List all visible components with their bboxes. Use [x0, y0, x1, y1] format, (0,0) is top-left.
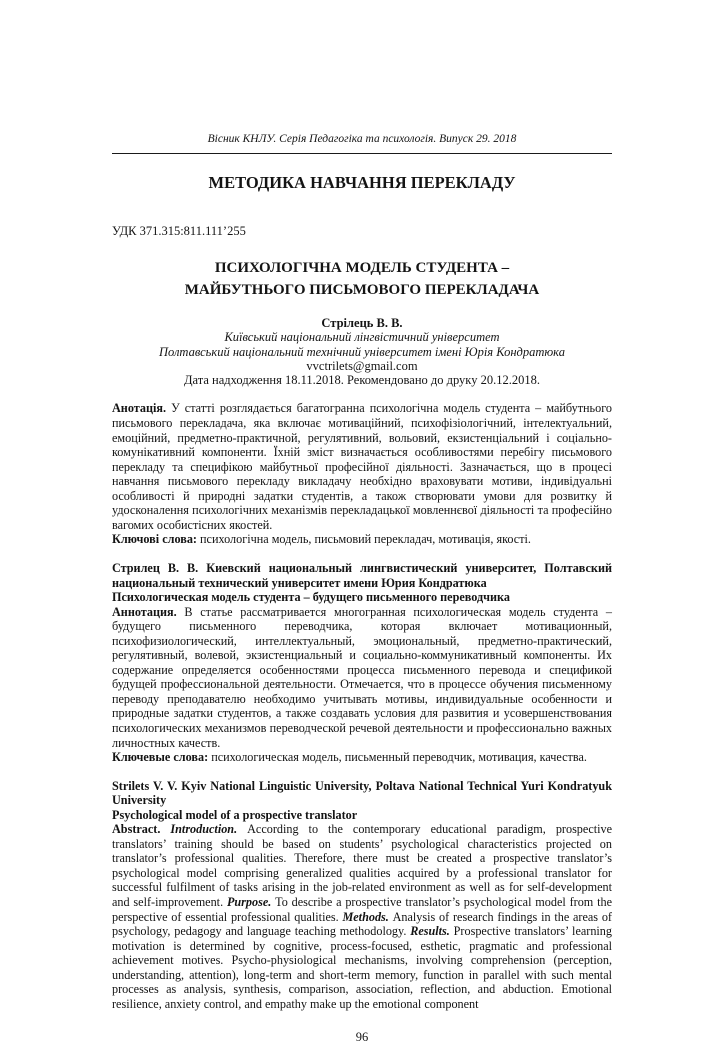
submission-dates: Дата надходження 18.11.2018. Рекомендовано до друку 20.12.2018. — [184, 373, 540, 388]
keywords-ua-label: Ключові слова: — [112, 532, 197, 547]
affiliation-1: Київський національний лінгвістичний університет — [224, 330, 500, 345]
abstract-ru-title: Психологическая модель студента – будущего письменного переводчика — [112, 590, 510, 605]
abstract-ru-label: Аннотация. — [112, 604, 177, 619]
abstract-en-authors: Strilets V. V. Kyiv National Linguistic University, Poltava National Technical Yuri Kondratyuk University — [112, 778, 612, 808]
abstract-english — [112, 779, 612, 1012]
page-content — [112, 0, 612, 1045]
article-title — [112, 257, 612, 301]
author-name: Стрілець В. В. — [321, 316, 403, 330]
abstract-ru-authors: Стрилец В. В. Киевский национальный лингвистический университет, Полтавский национальный технический университет имени Юрия Кондратюка — [112, 560, 612, 590]
keywords-ru-text: психологическая модель, письменный переводчик, мотивация, качества. — [208, 750, 587, 765]
keywords-ru-label: Ключевые слова: — [112, 750, 209, 765]
section-title: МЕТОДИКА НАВЧАННЯ ПЕРЕКЛАДУ — [208, 173, 516, 192]
author-email: vvctrilets@gmail.com — [306, 358, 418, 373]
abstract-russian — [112, 561, 612, 765]
affiliation-2: Полтавський національний технічний університет імені Юрія Кондратюка — [159, 344, 565, 359]
article-title-line1: ПСИХОЛОГІЧНА МОДЕЛЬ СТУДЕНТА – — [214, 260, 510, 276]
article-title-line2: МАЙБУТНЬОГО ПИСЬМОВОГО ПЕРЕКЛАДАЧА — [184, 282, 540, 298]
abstract-en-body: Abstract. Introduction. According to the contemporary educational paradigm, prospective translators’ training should be based on students’ psychological characteristics projected on translator’s professional qualities. Therefore, there must be created a prospective translator’s psychological model comprising generalized qualities acquired by a professional translator for successful fulfilment of tasks arising in the job-related environment as well as for self-development and self-improvement. Purpose. To describe a prospective translator’s psychological model from the perspective of essential professional qualities. Methods. Analysis of research findings in the areas of psychology, pedagogy and language teaching methodology. Results. Prospective translators’ learning motivation is determined by cognitive, process-focused, esthetic, pragmatic and professional achievement motives. Psycho-physiological mechanisms, involving comprehension (perception, understanding, attention), long-term and short-term memory, function in parallel with such mental processes as analysis, synthesis, comparison, association, reflection, and abduction. Emotional resilience, anxiety control, and empathy make up the emotional component — [112, 822, 612, 1011]
abstract-ru-text: В статье рассматривается многогранная психологическая модель студента – будущего письменного переводчика, которая включает мотивационный, психофизиологический, интеллектуальный, эмоциональный, предметно-практический, регулятивный, волевой, экзистенциальный и социально-коммуникативный компоненты. Их содержание определяется особенностями процесса письменного перевода и спецификой будущей профессиональной деятельности. Отмечается, что в процессе обучения письменному переводу преподавателю необходимо учитывать мотивы, индивидуальные особенности и природные задатки студентов, а также создавать условия для развития и усовершенствования психологических механизмов переводческой речевой деятельности и профессионально важных личностных качеств. — [112, 604, 612, 750]
running-header: Вісник КНЛУ. Серія Педагогіка та психологія. Випуск 29. 2018 — [207, 133, 517, 145]
keywords-ua-text: психологічна модель, письмовий перекладач, мотивація, якості. — [196, 532, 531, 547]
udc-number: УДК 371.315:811.111’255 — [112, 224, 246, 238]
abstract-ru-body — [112, 605, 612, 750]
abstract-ua-text: У статті розглядається багатогранна психологічна модель студента – майбутнього письмового перекладача, яка включає мотиваційний, психофізіологічний, інтелектуальний, емоційний, предметно-практичной, регулятивний, вольовий, екзистенціальний і соціально-комунікативний компоненти. Їхній зміст визначається особливостями перебігу письмового перекладу та специфікою майбутньої професійної діяльності. Зазначається, що в процесі навчання письмового перекладу викладачу необхідно враховувати мотиви, індивідуальні особливості й природні задатки студентів, а також створювати умови для розвитку й удосконалення психологічних механізмів перекладацької мовленнєвої діяльності та професійно вагомих особистісних якостей. — [112, 401, 612, 532]
keywords-ukrainian — [112, 532, 612, 547]
abstract-ukrainian — [112, 401, 612, 532]
author-block — [112, 316, 612, 387]
keywords-russian — [112, 750, 612, 765]
page-number: 96 — [355, 1030, 369, 1045]
abstract-ua-label: Анотація. — [112, 401, 167, 416]
header-rule — [112, 153, 612, 154]
abstract-en-title: Psychological model of a prospective translator — [112, 807, 358, 822]
